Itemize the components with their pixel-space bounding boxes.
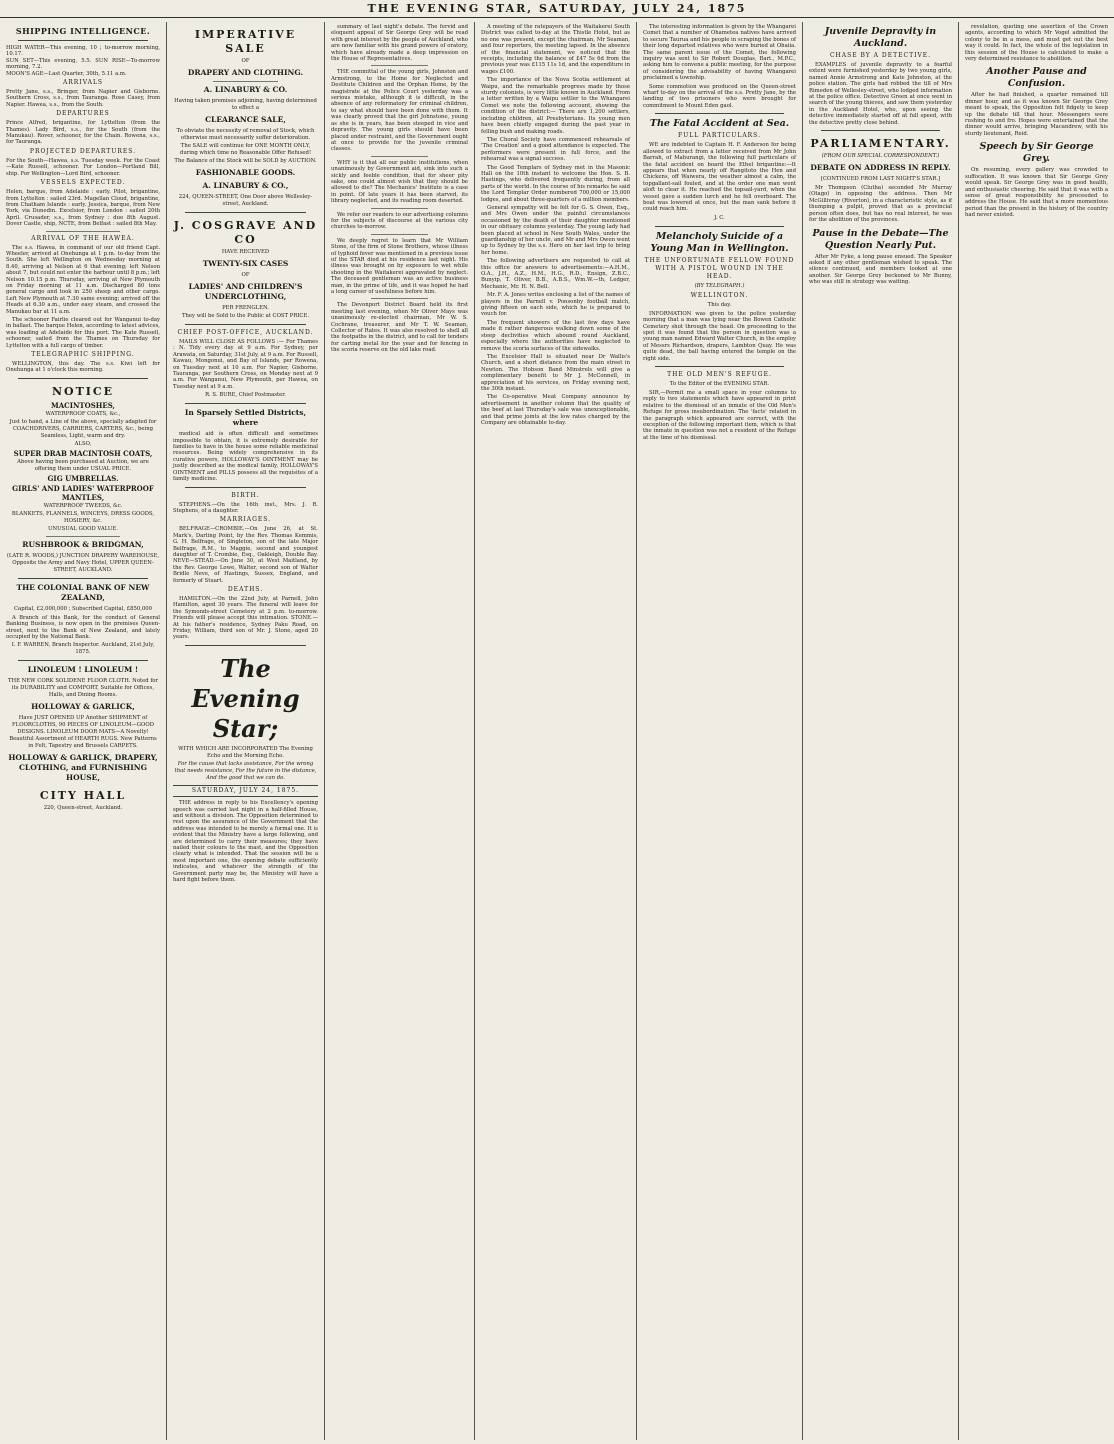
this-day: This day.: [707, 301, 732, 308]
departures-list: Prince Alfred, brigantine, for Lyttelton (from the Thames). Lady Bird, s.s., for the South (from the Manukau). Rover, schooner, for the Chain. Rowena, s.s., for Tauranga.: [6, 120, 160, 146]
juvenile-depravity-heading: Juvenile Depravity in Auckland.: [824, 26, 937, 49]
column-5: [637, 22, 802, 1440]
tide-info: HIGH WATER—This evening, 10 ; to-morrow morning, 10.17.: [6, 45, 160, 58]
suicide-heading: Melancholy Suicide of a Young Man in Wellington.: [650, 230, 789, 254]
fashionable-goods: FASHIONABLE GOODS.: [195, 168, 296, 177]
balance-notice: The Balance of the Stock will be SOLD by AUCTION.: [174, 158, 317, 164]
cosgrave-name: J. COSGRAVE AND CO: [173, 219, 318, 246]
linoleum-body: THE NEW CORK SOLIDENE FLOOR CLOTH. Noted for its DURABILITY and COMFORT, Suitable for Offices, Halls, and Dining Rooms.: [7, 678, 159, 699]
holloway-name-2: HOLLOWAY & GARLICK, DRAPERY, CLOTHING, and FURNISHING HOUSE,: [8, 753, 158, 783]
linabury-name-2: A. LINABURY & CO.,: [202, 181, 289, 190]
column-6: [803, 22, 958, 1440]
article-ratepayers: A meeting of the ratepayers of the Waitakerei South District was called to-day at the Thistle Hotel, but as no one was present, except the chairman, Mr Seaman, and four reporters, the meeting lapsed. In the absence of the financial statement, we noticed that the receipts, including the balance of £47 5s 6d from the previous year was £115 11s 1d, and the expenditure in wages £100.: [481, 24, 630, 75]
drapery-heading: DRAPERY AND CLOTHING.: [187, 68, 304, 77]
notice-item: MACINTOSHES,: [51, 400, 115, 410]
projected-list: For the South—Hawea, s.s. Tuesday week. For the Coast—Kate Russell, schooner. For London—Portland Bill, ship. For Wellington—Lord Bird, schooner.: [6, 157, 160, 177]
colonial-bank-signature: I. F. WARREN, Branch Inspector. Auckland, 21st July, 1875.: [11, 642, 155, 656]
marriages-notice: BELFRAGE—CROMBIE.—On June 26, at St. Mark's, Darling Point, by the Rev. Thomas Kemmis, G. H. Belfrage, of Singleton, son of the late Major Belfrage, R.M., to Maggie, second and youngest daughter of T. Crombie, Esq., Oakleigh, Double Bay. NEVE—STEAD.—On June 30, at West Maitland, by the Rev. George Lowe, Walter, second son of Walter Bridle Neve, of Hastings, Sussex, England, and formerly of Stuart.: [173, 526, 318, 584]
arrivals-list: Pretty Jane, s.s., Bringer, from Napier and Gisborne. Southern Cross, s.s., from Tauranga. Rose Casey, from Napier. Hawea, s.s., from the South.: [6, 89, 160, 108]
article-meat-company: The Co-operative Meat Company announce by advertisement in another column that the quality of the beef at last Thursday's sale was unexceptionable, and that prime joints at the low rates charged by the Company are obtainable to-day.: [481, 394, 630, 426]
arrivals-heading: ARRIVALS: [62, 79, 104, 87]
notice-item: SUPER DRAB MACINTOSH COATS,: [13, 448, 153, 458]
arrival-hawea-body: The s.s. Hawea, in command of our old friend Capt. Wheeler, arrived at Onehunga at 1 p.m. to-day from the South. She left Wellington on Wednesday morning at 8.40, arriving at Nelson at 6 that evening; left Nelson about 7, but could not enter the harbour until 8 p.m.; left Nelson 10.15 p.m. Thursday, arriving at New Plymouth on Friday morning at 11 a.m. Discharged 80 tons general cargo and took in 250 sheep and other cargo. Left New Plymouth at 7.30 same evening; arrived off the Heads at 6.30 a.m., under easy steam, and crossed the Manukau bar at 11 a.m.: [6, 244, 160, 315]
vessels-heading: VESSELS EXPECTED.: [40, 179, 126, 187]
holloway-name: HOLLOWAY & GARLICK,: [31, 702, 135, 712]
another-pause-heading: Another Pause and Confusion.: [986, 66, 1087, 90]
debate-heading: DEBATE ON ADDRESS IN REPLY.: [810, 163, 951, 173]
holloway-body: Have JUST OPENED UP Another SHIPMENT of FLOORCLOTHS, 90 PIECES OF LINOLEUM—GOOD DESIGNS. LINOLEUM DOOR MATS—A Novelty! Beautiful Assortment of HEARTH RUGS. New Patterns in Felt, Tapestry and Brussels CARPETS.: [9, 715, 157, 750]
city-hall-heading: CITY HALL: [39, 789, 127, 803]
article-public-institutions: WHY is it that all our public institutions, when unanimously by Government aid, sink into such a sickly and feeble condition, that for sheer pity sake, one could almost wish that they should be allowed to die? The Mechanics' Institute is a case in point. Of late years it has been starved, its library neglected, and its reading room deserted.: [331, 159, 468, 205]
article-nova-scotia: The importance of the Nova Scotia settlement at Waipu, and the remarkable progress made by those sturdy colonists, is very little known in Auckland. From a letter written by a Waipu settler to the Whangarei Comet we note the following account, showing the condition of the district:— There are 1,200 settlers, including children, all Presbyterians. Its young men have been chiefly engaged during the past year in felling bush and making roads.: [481, 77, 630, 135]
post-office-signature: R. S. BURE, Chief Postmaster.: [205, 392, 286, 399]
leading-editorial: THE address in reply to his Excellency's opening speech was carried last night in a half-filled House, and without a division. The Opposition determined to rest upon the assurance of the Government that the address was intended to be merely a formal one. It is evident that the Ministry have a large following, and are determined to carry their measures; they have nailed their colours to the mast, and the Opposition clearly what is intended. That the session will be a most important one, the opening debate sufficiently indicates, and whatever the strength of the Government party may be, the Ministry will have a hard fight before them.: [173, 800, 318, 884]
deaths-notice: HAMILTON.—On the 22nd July, at Parnell, John Hamilton, aged 30 years. The funeral will leave for the Symonds-street Cemetery at 2 p.m. to-morrow. Friends will please accept this intimation. STONE.—At his father's residence, Sydney Paku Road, on Friday, William, third son of Mr. J. Stone, aged 20 years.: [173, 595, 318, 641]
linoleum-heading: LINOLEUM ! LINOLEUM !: [27, 665, 139, 675]
post-office-body: MAILS WILL CLOSE AS FOLLOWS :— For Thames : N. Tidy every day at 9 a.m. For Sydney, per Arawata, on Saturday, 31st July, at 9 a.m. For Russell, Kawau, Mongonui, and Bay of Islands, per Rowena, on Tuesday next at 10 a.m. For Napier, Gisborne, Tauranga, per Southern Cross, on Monday next at 9 a.m. For Wanganui, New Plymouth, per Hawea, on Tuesday next at 9 a.m.: [173, 339, 318, 390]
column-1: [0, 22, 166, 1440]
suicide-body: INFORMATION was given to the police yesterday morning that a man was lying near the Bowen Catholic Cemetery shot through the head. On proceeding to the spot it was found that the person in question was a young man named Edward Walter Church, in the employ of Messrs Richardson, drapers, Lambton Quay. He was quite dead, the ball having entered the temple on the right side.: [643, 310, 796, 362]
departures-heading: DEPARTURES: [56, 110, 110, 118]
notice-item: GIG UMBRELLAS.: [47, 473, 119, 483]
colonial-bank-capital: Capital, £2,000,000 ; Subscribed Capital, £850,000: [14, 605, 152, 612]
sun-info: SUN SET—This evening, 5.5. SUN RISE—To-morrow morning, 7.2.: [6, 57, 160, 71]
linabury-name: A. LINABURY & CO.: [203, 85, 288, 94]
cosgrave-goods: LADIES' AND CHILDREN'S UNDERCLOTHING,: [188, 282, 303, 301]
parliamentary-heading: PARLIAMENTARY.: [810, 137, 951, 151]
page-masthead: THE EVENING STAR, SATURDAY, JULY 24, 1875: [0, 0, 1114, 18]
colonial-bank-name: THE COLONIAL BANK OF NEW ZEALAND,: [16, 582, 150, 602]
column-2: [167, 22, 324, 1440]
article-prisoners: Some commotion was produced on the Queen-street wharf to-day on the arrival of the s.s. Pretty Jane, by the landing of two prisoners who were brought for commitment to Mount Eden gaol.: [643, 83, 796, 109]
revelation-body: revelation, quoting one assertion of the Crown agents, according to which Mr Vogel admitted the colony to be in a mess, and must get out the best way it could. In fact, the whole of the legislation in this session of the House is calculated to make a very determined resistance to abolition.: [965, 24, 1108, 63]
cosgrave-cost: They will be Sold to the Public at COST PRICE.: [181, 313, 310, 319]
article-whangarei: The interesting information is given by the Whangarei Comet that a number of Ohametea natives have arrived to secure Taurua and his people in scraping the bones of their long departed relatives who were buried at Ohaiia. The same parent issue of the Comet, the following inquiry was sent to Sir Robert Douglas, Bart., M.P.C., asking him to convene a public meeting, for the purpose of considering the advisability of having Whangarei proclaimed a township.: [643, 24, 796, 82]
imperative-sale-heading: IMPERATIVE SALE: [194, 28, 297, 55]
sale-month-notice: The SALE will continue for ONE MONTH ONLY, during which time no Reasonable Offer Refused!: [179, 143, 312, 156]
sparsely-heading: In Sparsely Settled Districts, where: [184, 408, 307, 428]
rushbrook-name: RUSHBROOK & BRIDGMAN,: [22, 539, 144, 549]
debate-body: Mr Thompson (Clutha) seconded Mr Murray (Otago) in opposing the address. Then Mr McGillivray (Riverton), in a characteristic style, as if thumping a pulpit, proved that as a provincial person often does, but has no real interest, he was for the abolition of the provinces.: [809, 185, 952, 224]
colonial-bank-body: A Branch of this Bank, for the conduct of General Banking Business, is now open in the premises Queen-street, next to the Bank of New Zealand, and lately occupied by the National Bank.: [6, 614, 160, 641]
continued-note: [CONTINUED FROM LAST NIGHT'S STAR.]: [820, 176, 941, 183]
refuge-heading: THE OLD MEN'S REFUGE.: [667, 371, 772, 378]
rushbrook-address: (LATE R. WOODS,) JUNCTION DRAPERY WAREHOUSE, Opposite the Army and Navy Hotel, UPPER QUEEN-STREET, AUCKLAND.: [6, 552, 160, 573]
cosgrave-ship: PER FRENGLEN.: [222, 305, 269, 311]
article-advertisers: The following advertisers are requested to call at this office for answers to advertisements:—A.H.M., O.A., J.H., A.Z., H.M., H.G., R.D., Ensign, Z.B.C., Bunyip, T. Oliver, B.B., A.B.S., Wm.W.—th, Ledger, Mechanic, Mr. H. N. Bell.: [481, 258, 630, 290]
fatal-accident-subheading: FULL PARTICULARS.: [678, 132, 761, 140]
fatal-accident-heading: The Fatal Accident at Sea.: [649, 118, 790, 130]
shipping-heading: SHIPPING INTELLIGENCE.: [15, 26, 151, 36]
column-3: [325, 22, 474, 1440]
notice-item: Above having been purchased at Auction, we are offering them under USUAL PRICE.: [17, 458, 149, 472]
refuge-letter: SIR,—Permit me a small space in your columns to reply to two statements which have appeared in print relative to the dismissal of an inmate of the Old Men's Refuge for gross insubordination. The 'facts' related in the paragraph which appeared are correct, with the exception of the following important item, which is that the inmate in question was not a resident of the Refuge at the time of his dismissal.: [643, 390, 796, 441]
article-football: Mr. F. A. Jones writes enclosing a list of the names of players in the Parnell v. Ponsonby football match, giving fifteen on each side, which he is prepared to vouch for.: [481, 292, 630, 318]
another-pause-body: After he had finished, a quarter remained till dinner hour, and as it was known Sir George Grey meant to speak, the Opposition felt fidgety to keep up the debate till that hour. Messengers were rushing to and fro. Hopes were entertained that the dinner would arrive, bringing Macandrew, with his sturdy lieutenant, Reid.: [965, 92, 1108, 137]
sparsely-body: medical aid is often difficult and sometimes impossible to obtain, it is extremely desirable for families to have in the house some reliable medicinal resources. Being widely comprehensive in its curative powers, HOLLOWAY'S OINTMENT may be justly described as the medical family, HOLLOWAY'S OINTMENT and PILLS possess all the requisites of a family medicine.: [173, 431, 318, 483]
notice-item: GIRLS' AND LADIES' WATERPROOF MANTLES,: [12, 483, 154, 502]
article-debate-summary: summary of last night's debate. The fervid and eloquent appeal of Sir George Grey will be read with great interest by the people of Auckland, who are now familiar with his grand powers of oratory, which have already made a deep impression on the House of Representatives.: [331, 24, 468, 63]
article-good-templars: The Good Templars of Sydney met in the Masonic Hall on the 10th instant to welcome the Hon. S. B. Hastings, who delivered frequently during, from all parts of the world. In the course of his remarks he said the Lord Templar Order numbered 700,000 or 15,000 lodges, and about three-quarters of a million members.: [481, 164, 630, 203]
grey-speech-body: On resuming, every gallery was crowded to suffocation. It was known that Sir George Grey would speak. Sir George Grey was in good health, and enthusiastic cheering. He said that it was with a sense of great responsibility he proceeded to address the House. He said that a more momentous period than the present in the history of the country had never existed.: [965, 167, 1108, 219]
notice-item: BLANKETS, FLANNELS, WINCEYS, DRESS GOODS, HOSIERY, &c.: [11, 510, 155, 524]
city-hall-address: 220, Queen-street, Auckland.: [43, 805, 123, 812]
special-correspondent: (FROM OUR SPECIAL CORRESPONDENT.): [821, 153, 940, 160]
notice-item: WATERPROOF COATS, &c.,: [45, 410, 121, 417]
notice-item: ALSO,: [74, 440, 92, 447]
projected-heading: PROJECTED DEPARTURES.: [29, 147, 137, 155]
article-young-girls: THE committal of the young girls, Johnston and Armstrong, to the Home for Neglected and Destitute Children and the Orphan Home, by the magistrate at the Police Court yesterday was a serious mistake, although it is difficult, in the absence of any reformatory for criminal children, to say what should have been done with them. It was clearly proved that the girl Johnstone, young as she is in years, has been steeped in vice and depravity. The young girls should have been placed under restraint, and the Government ought at once to provide for the juvenile criminal classes.: [331, 69, 468, 153]
refuge-to-editor: To the Editor of the EVENING STAR.: [669, 381, 770, 387]
by-telegraph: (BY TELEGRAPH.): [694, 282, 745, 289]
post-office-heading: CHIEF POST-OFFICE, AUCKLAND.: [177, 329, 314, 336]
grey-speech-heading: Speech by Sir George Grey.: [979, 141, 1094, 165]
notice-item: WATERPROOF TWEEDS, &c.: [43, 502, 123, 509]
fatal-accident-signature: J. C.: [714, 214, 725, 221]
linabury-address: 224, QUEEN-STREET, One Door above Wellesley-street, Auckland.: [178, 194, 313, 207]
banner-motto: For the cause that lacks assistance, For the wrong that needs resistance, For the future in the distance, And the good that we can do.: [174, 760, 317, 781]
fatal-accident-body: WE are indebted to Captain H. F. Anderson for being allowed to extract from a letter received from Mr John Barrah, of Mahurangi, the following full particulars of the fatal accident on board the Ethel brigantine:—It appears that when nearly off Rangitoto the Hen and Chickens, off Waiwera, the weather almost a calm, the topgallant-sail fouled, and at the order one man went aloft to clear it. He reached the topsail-yard, when the vessel gave a sudden lurch and he fell overboard. The boat was lowered at once, but the man sank before it could reach him.: [643, 142, 796, 213]
arrival-hawea-body-2: The schooner Fairlie cleared out for Wanganui to-day in ballast. The barque Helen, according to latest advices, was loading at Adelaide for this port. The Kate Russell, schooner, sailed from the Thames on Thursday for Lyttelton with a full cargo of timber.: [6, 317, 160, 349]
newspaper-banner: The Evening Star;: [191, 653, 300, 743]
clearance-sale-heading: CLEARANCE SALE,: [205, 115, 286, 124]
banner-subtitle: WITH WHICH ARE INCORPORATED The Evening Echo and the Morning Echo.: [178, 745, 313, 759]
clearance-body: To obviate the necessity of removal of Stock, which otherwise must necessarily suffer deterioration.: [176, 128, 315, 141]
column-4: [475, 22, 636, 1440]
notice-item: Just to hand, a Line of the above, specially adapted for COACHDRIVERS, CARRIERS, CARTERS, &c., being Seamless, Light, warm and dry.: [9, 418, 157, 439]
birth-notice: STEPHENS.—On the 16th inst., Mrs. J. R. Stephens, of a daughter.: [173, 501, 318, 514]
linabury-intro: Having taken premises adjoining, having determined to effect a: [174, 98, 317, 111]
telegraphic-heading: TELEGRAPHIC SHIPPING.: [31, 351, 135, 359]
article-owen-sympathy: General sympathy will be felt for G. S. Owen, Esq., and Mrs Owen under the painful circumstances occasioned by the death of their daughter mentioned in our obituary columns yesterday. The young lady had been placed at school in New South Wales, under the guardianship of her uncle, and Mr and Mrs Owen went up to Sydney by the s.s. Hero on her last trip to bring her home.: [481, 204, 630, 256]
cosgrave-cases: TWENTY-SIX CASES: [202, 259, 289, 268]
pause-heading: Pause in the Debate—The Question Nearly Put.: [812, 227, 949, 251]
article-churches: We refer our readers to our advertising columns for the subjects of discourse at the various city churches to-morrow.: [331, 211, 468, 231]
notice-heading: NOTICE: [51, 384, 115, 398]
telegraphic-body: WELLINGTON, this day. The s.s. Kiwi left for Onehunga at 1 o'clock this morning.: [6, 361, 160, 374]
moon-info: MOON'S AGE—Last Quarter, 30th, 5.11 a.m.: [6, 70, 127, 77]
cosgrave-received: HAVE RECEIVED: [221, 249, 270, 255]
birth-heading: BIRTH.: [231, 491, 260, 499]
article-choral-society: The Choral Society have commenced rehearsals of 'The Creation' and a good attendance is expected. The performers were present in full force, and the rehearsal was a signal success.: [481, 136, 630, 163]
issue-date: SATURDAY, JULY 24, 1875.: [173, 785, 318, 797]
vessels-list: Helen, barque, from Adelaide : early. Pilot, brigantine, from Lyttelton : sailed 23rd. Magellan Cloud, brigantine, from Chatham Islands : early. Jessica, barque, from New York, via Dunedin. Excelsior, from London : sailed 20th April. Crusader, s.s., from Sydney : due 8th August. Dover Castle, ship, NCTE, from Belfast : sailed 8th May.: [6, 189, 160, 228]
arrival-hawea-heading: ARRIVAL OF THE HAWEA.: [31, 234, 135, 242]
marriages-heading: MARRIAGES.: [219, 516, 272, 524]
article-showers: The frequent showers of the last few days have made it rather dangerous walking down some of the steep declivities which abound round Auckland, especially where the authorities have neglected to remove the scoria surfaces of the sidewalks.: [481, 319, 630, 352]
juvenile-depravity-subheading: CHASE BY A DETECTIVE.: [829, 52, 932, 59]
juvenile-depravity-body: EXAMPLES of juvenile depravity to a fearful extent were furnished yesterday by two young girls, named Annie Armstrong and Kate Johnston, at the police station. The girls had robbed the till of Mrs Rimeden of Wellesley-street, who lodged information at the police office. Detective Green at once went in search of the young thieves, and saw them yesterday in the Auckland Hotel, who, upon seeing the detective immediately started off at full speed, with the detective pretty close behind.: [809, 62, 952, 126]
notice-item: UNUSUAL GOOD VALUE.: [48, 525, 118, 532]
article-devonport-board: The Devonport District Board held its first meeting last evening, when Mr Oliver Mays was unanimously re-elected chairman, Mr W. S. Cochrane, treasurer, and Mr T. W. Seaman, Collector of Rates. It was also resolved to shell all the footpaths in the district, and to call for tenders for carting metal for the year and for fencing in the scoria reserve on the old lake road.: [331, 302, 468, 354]
article-excelsior: The Excelsior Hall is situated near Dr Wallis's Church, and a short distance from the main street in Newton. The Hobson Band Minstrels will give a complimentary benefit to Mr J. McConnell, in appreciation of his services, on Friday evening next, the 30th instant.: [481, 353, 630, 392]
article-stone-obituary: We deeply regret to learn that Mr William Stone, of the firm of Stone Brothers, whose illness of typhoid fever was mentioned in a previous issue of the STAR died at his residence last night. His illness was brought on by exposure to wet while shooting in the Waitakerei aggravated by neglect. The deceased gentleman was an active business man, in the prime of life, and it was hoped he had a long career of usefulness before him.: [331, 237, 468, 296]
deaths-heading: DEATHS.: [227, 585, 264, 593]
suicide-subheading: THE UNFORTUNATE FELLOW FOUND WITH A PISTOL WOUND IN THE HEAD.: [644, 256, 795, 280]
pause-body: After Mr Fyke, a long pause ensued. The Speaker asked if any other gentleman wished to speak. The silence continued, and members looked at one another. Sir George Grey beckoned to Mr Bunny, who was still in strategy was waiting.: [809, 253, 952, 286]
column-7: [959, 22, 1114, 1440]
notice-list: [6, 401, 160, 533]
wellington-dateline: WELLINGTON.: [690, 291, 749, 299]
cosgrave-of: OF: [241, 272, 250, 278]
imperative-of: OF: [241, 58, 250, 64]
